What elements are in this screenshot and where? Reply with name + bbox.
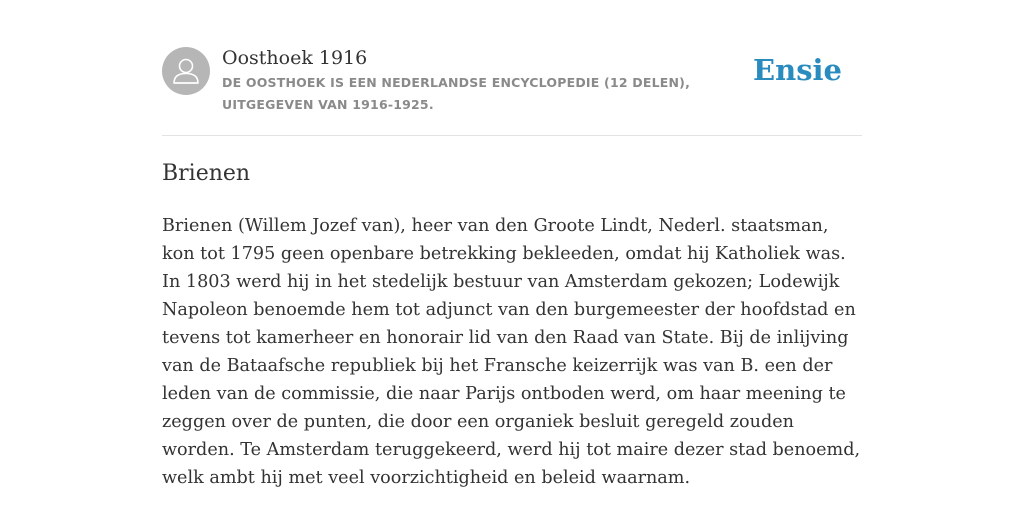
brand-logo-link[interactable]: Ensie: [753, 53, 842, 87]
source-description: DE OOSTHOEK IS EEN NEDERLANDSE ENCYCLOPEDIE (12 DELEN), UITGEGEVEN VAN 1916-1925.: [222, 75, 691, 112]
article-title: Brienen: [162, 161, 251, 186]
article-body: Brienen (Willem Jozef van), heer van den Groote Lindt, Nederl. staatsman, kon tot 1795 geen openbare betrekking bekleeden, omdat hij Katholiek was. In 1803 werd hij in het stedelijk bestuur van Amsterdam gekozen; Lodewijk Napoleon benoemde hem tot adjunct van den burgemeester der hoofdstad en tevens tot kamerheer en honorair lid van den Raad van State. Bij de inlijving van de Bataafsche republiek bij het Fransche keizerrijk was van B. een der leden van de commissie, die naar Parijs ontboden werd, om haar meening te zeggen over de punten, die door een organiek besluit geregeld zouden worden. Te Amsterdam teruggekeerd, werd hij tot maire dezer stad benoemd, welk ambt hij met veel voorzichtigheid en beleid waarnam.: [162, 216, 861, 488]
source-title[interactable]: Oosthoek 1916: [222, 47, 368, 69]
header-divider: [162, 135, 862, 136]
source-avatar[interactable]: [162, 47, 210, 95]
source-header: [162, 46, 862, 116]
user-icon: [162, 47, 210, 95]
